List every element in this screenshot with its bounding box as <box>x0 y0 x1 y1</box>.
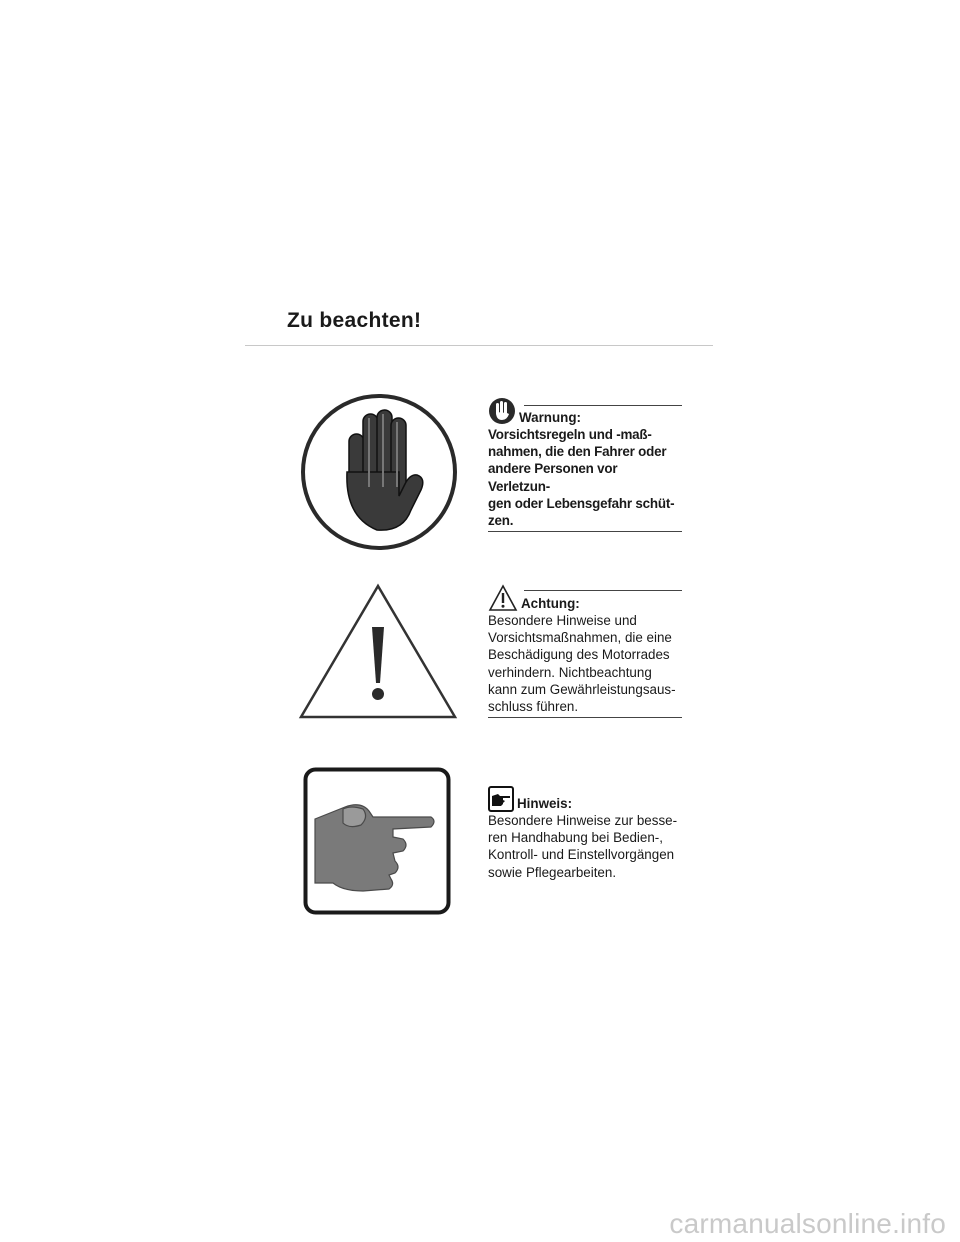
note-heading-row <box>488 780 682 812</box>
title-divider <box>245 345 713 346</box>
warning-text: Vorsichtsregeln und -maß- nahmen, die den Fahrer oder andere Personen vor Verletzun- gen oder Lebensgefahr schüt- zen. <box>488 427 675 529</box>
note-notice <box>488 780 682 881</box>
caution-notice <box>488 580 682 718</box>
caution-heading-row <box>488 580 682 612</box>
caution-text: Besondere Hinweise und Vorsichtsmaßnahmen, die eine Beschädigung des Motorrades verhindern. Nichtbeachtung kann zum Gewährleistungsaus- schluss führen. <box>488 613 676 715</box>
exclamation-triangle-icon <box>298 583 458 721</box>
pointing-hand-icon <box>303 767 451 915</box>
warning-notice <box>488 394 682 532</box>
warning-heading-row <box>488 394 682 426</box>
pointing-hand-small-icon <box>488 786 514 812</box>
warning-heading: Warnung: <box>519 409 581 425</box>
watermark: carmanualsonline.info <box>669 1208 946 1239</box>
note-heading: Hinweis: <box>517 795 573 811</box>
exclamation-triangle-small-icon <box>488 584 518 612</box>
stop-hand-small-icon <box>488 396 516 426</box>
stop-hand-icon <box>299 392 459 552</box>
page-title: Zu beachten! <box>287 309 422 332</box>
note-text: Besondere Hinweise zur besse- ren Handhabung bei Bedien-, Kontroll- und Einstellvorgängen sowie Pflegearbeiten. <box>488 813 678 880</box>
caution-heading: Achtung: <box>521 595 580 611</box>
